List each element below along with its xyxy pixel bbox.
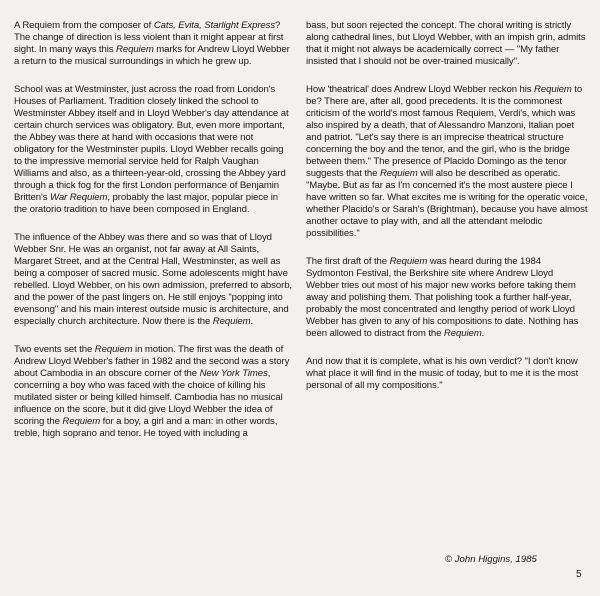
seg-i: Requiem xyxy=(534,84,572,95)
seg: Two events set the xyxy=(14,344,95,355)
page-number: 5 xyxy=(576,569,582,580)
seg: . xyxy=(250,316,254,327)
paragraph xyxy=(14,84,292,216)
paragraph xyxy=(306,256,588,340)
paragraph xyxy=(306,20,588,68)
seg: will also be described as operatic. "Maybe. But as far as I'm concerned it's the most austere piece I have written so far. What excites me is writing for the operatic voice, whether Placido's or Sarah's (Brightman), because you have almost another octave to play with, and all the attendant melodic possibilities." xyxy=(306,168,588,239)
seg: A Requiem from the composer of xyxy=(14,20,154,31)
seg: The first draft of the xyxy=(306,256,390,267)
seg: . xyxy=(481,328,485,339)
seg: School was at Westminster, just across the road from London's Houses of Parliament. Tradition closely linked the school to Westminster Abbey itself and in Lloyd Webber's day attendance at certain church services was obligatory. But, even more important, the Abbey was there at hand with occasions that were not obligatory for the Westminster pupils. Lloyd Webber recalls going to the impressive memorial service held for Ralph Vaughan Williams and also, as a thirteen-year-old, crossing the Abbey yard through a thick fog for the first London performance of Benjamin Britten's xyxy=(14,84,289,203)
paragraph xyxy=(14,232,292,328)
seg: for a boy, a girl and a man: in other words, treble, high soprano and tenor. He toyed with including a xyxy=(14,416,278,439)
seg-i: Cats, Evita, Starlight Express xyxy=(153,20,276,31)
seg: The influence of the Abbey was there and so was that of Lloyd Webber Snr. He was an organist, not far away at All Saints, Margaret Street, and at the Central Hall, Westminster, as well as being a composer of sacred music. Some adolescents might have rebelled. Lloyd Webber, on his own admission, preferred to absorb, and the power of the past lingers on. He still enjoys "popping into evensong" and his main interest outside music is architecture, and especially church architecture. Now there is the xyxy=(14,232,292,327)
seg: How 'theatrical' does Andrew Lloyd Webber reckon his xyxy=(306,84,535,95)
seg: ? The change of direction is less violent than it might appear at first sight. In many ways this xyxy=(14,20,284,55)
seg-i: Requiem xyxy=(443,328,482,339)
paragraph xyxy=(306,84,588,240)
seg: marks for Andrew Lloyd Webber a return to the musical surroundings in which he grew up. xyxy=(14,44,290,67)
seg-i: Requiem xyxy=(116,44,154,55)
left-column xyxy=(14,20,292,456)
seg-i: Requiem xyxy=(212,316,251,327)
seg-i: Requiem xyxy=(379,168,418,179)
seg: in motion. The first was the death of Andrew Lloyd Webber's father in 1982 and the second was a story about Cambodia in an obscure corner of the xyxy=(14,344,290,379)
seg: to be? There are, after all, good precedents. It is the commonest criticism of the world's most famous Requiem, Verdi's, which was also inspired by a death, that of Alessandro Manzoni, Italian poet and patriot. "Let's say there is an imprecise theatrical structure concerning the boy and the tenor, and the girl, who is the bridge between them." The presence of Placido Domingo as the tenor suggests that the xyxy=(306,84,583,179)
author-credit: © John Higgins, 1985 xyxy=(445,554,537,565)
seg: And now that it is complete, what is his own verdict? "I don't know what place it will find in the music of today, but to me it is the most personal of all my compositions." xyxy=(306,356,579,391)
seg: , probably the last major, popular piece in the oratorio tradition to have been composed in England. xyxy=(14,192,279,215)
seg-i: Requiem xyxy=(62,416,101,427)
seg-i: War Requiem xyxy=(50,192,108,203)
seg-i: Requiem xyxy=(389,256,428,267)
seg: , concerning a boy who was faced with the choice of killing his mutilated sister or being killed himself. Cambodia has no musical influence on the score, but it did give Lloyd Webber the idea of scoring the xyxy=(14,368,283,427)
paragraph xyxy=(14,344,292,440)
paragraph xyxy=(306,356,588,392)
seg: bass, but soon rejected the concept. The choral writing is strictly along cathedral lines, but Lloyd Webber, with an impish grin, admits that it might not always be academically correct — "My father insisted that I should not be over-trained musically". xyxy=(306,20,586,67)
seg: was heard during the 1984 Sydmonton Festival, the Berkshire site where Andrew Lloyd Webber tries out most of his major new works before taking them away and polishing them. That polishing took a further half-year, probably the most concentrated and lengthy period of work Lloyd Webber has given to any of his compositions to date. Nothing has been allowed to distract from the xyxy=(306,256,579,339)
right-column xyxy=(306,20,588,408)
paragraph xyxy=(14,20,292,68)
seg-i: New York Times xyxy=(199,368,268,379)
seg-i: Requiem xyxy=(94,344,133,355)
